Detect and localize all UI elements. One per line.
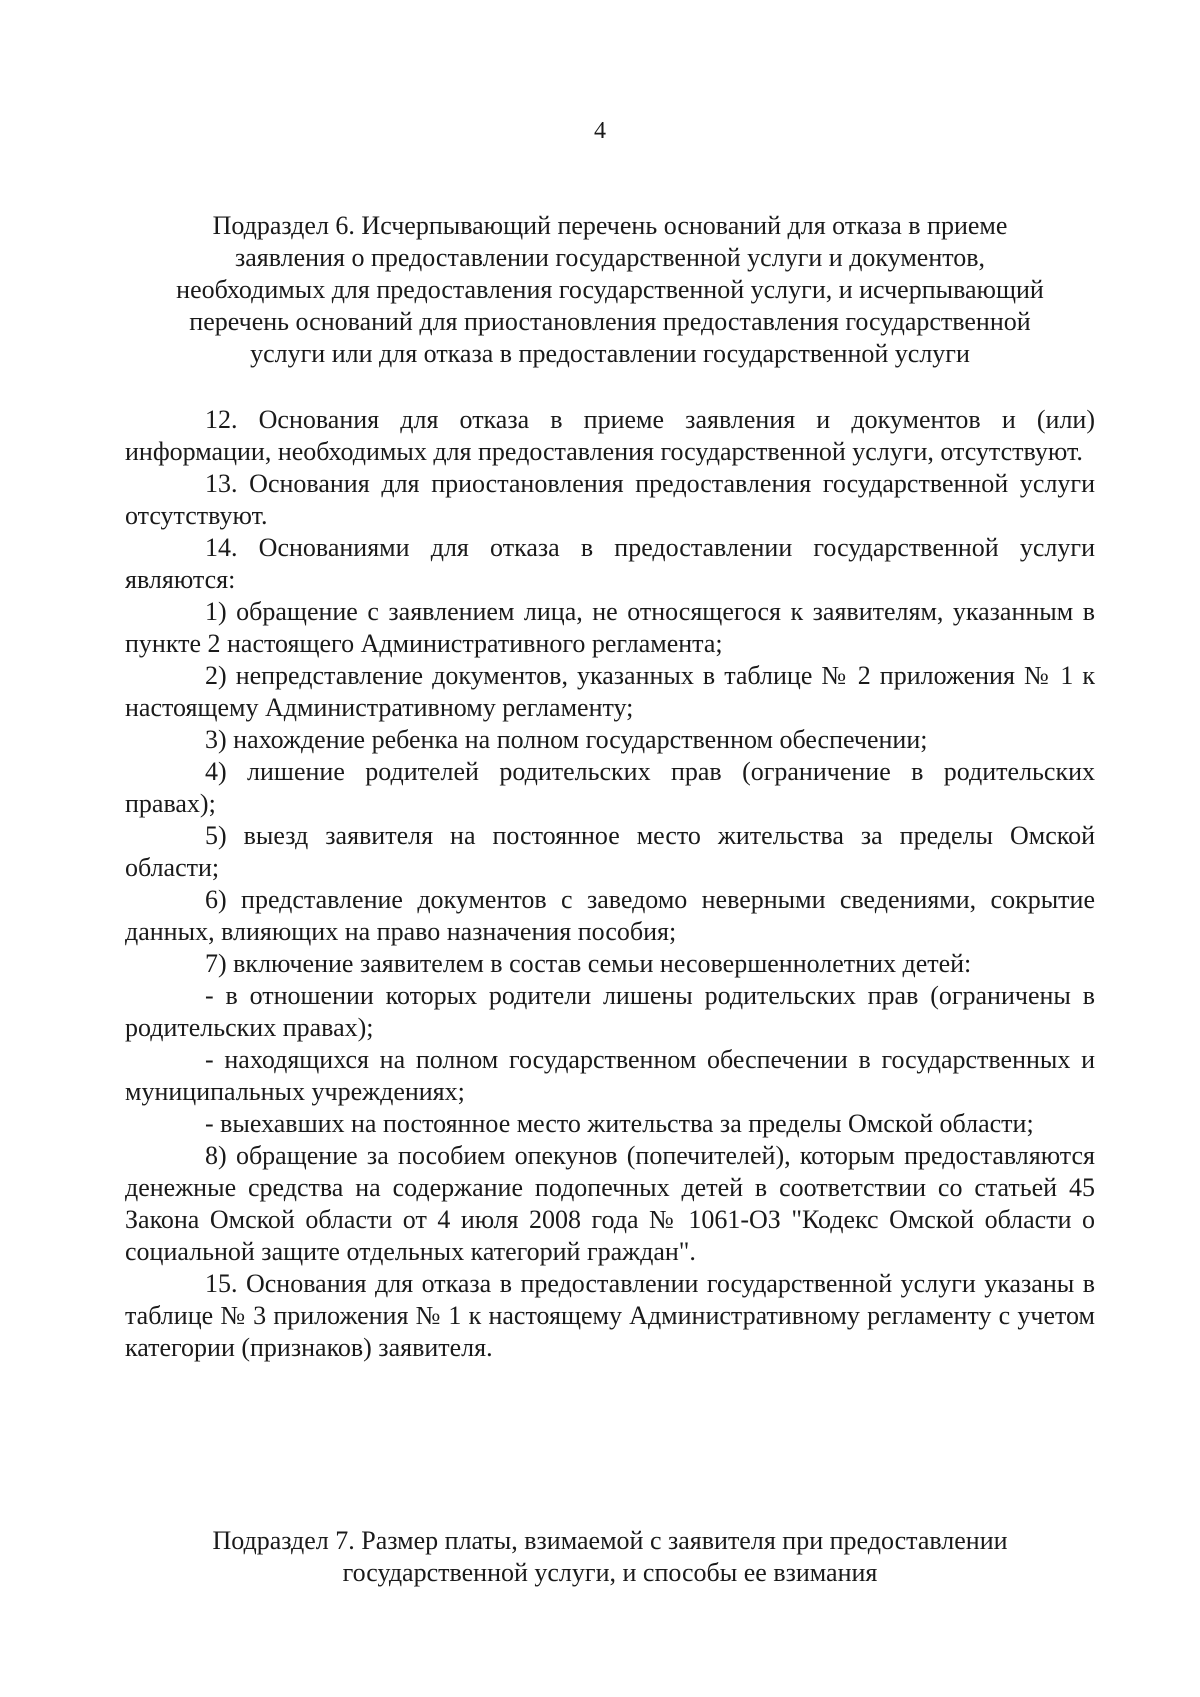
list-item-7: 7) включение заявителем в состав семьи несовершеннолетних детей: [205,949,972,978]
heading-line: Подраздел 6. Исчерпывающий перечень оснований для отказа в приеме [212,211,1008,240]
document-body [125,404,1095,1364]
list-item-5: 5) выезд заявителя на постоянное место жительства за пределы Омской области; [125,821,1095,882]
heading-line: услуги или для отказа в предоставлении государственной услуги [250,339,970,368]
paragraph-14: 14. Основаниями для отказа в предоставлении государственной услуги являются: [125,533,1095,594]
dash-item: - выехавших на постоянное место жительства за пределы Омской области; [205,1109,1034,1138]
list-item-1: 1) обращение с заявлением лица, не относящегося к заявителям, указанным в пункте 2 настоящего Административного регламента; [125,597,1095,658]
heading-line: заявления о предоставлении государственной услуги и документов, [234,243,986,272]
section-heading-7 [130,1525,1090,1589]
list-item-6: 6) представление документов с заведомо неверными сведениями, сокрытие данных, влияющих на право назначения пособия; [125,885,1095,946]
heading-line: необходимых для предоставления государственной услуги, и исчерпывающий [176,275,1044,304]
paragraph-12: 12. Основания для отказа в приеме заявления и документов и (или) информации, необходимых для предоставления государственной услуги, отсутствуют. [125,405,1095,466]
heading-line: перечень оснований для приостановления предоставления государственной [189,307,1031,336]
list-item-3: 3) нахождение ребенка на полном государственном обеспечении; [205,725,928,754]
paragraph-13: 13. Основания для приостановления предоставления государственной услуги отсутствуют. [125,469,1095,530]
dash-item: - в отношении которых родители лишены родительских прав (ограничены в родительских правах); [125,981,1095,1042]
heading-line: государственной услуги, и способы ее взимания [342,1558,878,1587]
heading-line: Подраздел 7. Размер платы, взимаемой с заявителя при предоставлении [212,1526,1008,1555]
page-number: 4 [594,118,606,144]
section-heading-6 [130,210,1090,370]
paragraph-15: 15. Основания для отказа в предоставлении государственной услуги указаны в таблице № 3 приложения № 1 к настоящему Административному регламенту с учетом категории (признаков) заявителя. [125,1269,1095,1362]
list-item-2: 2) непредставление документов, указанных в таблице № 2 приложения № 1 к настоящему Административному регламенту; [125,661,1095,722]
dash-item: - находящихся на полном государственном обеспечении в государственных и муниципальных учреждениях; [125,1045,1095,1106]
list-item-8: 8) обращение за пособием опекунов (попечителей), которым предоставляются денежные средства на содержание подопечных детей в соответствии со статьей 45 Закона Омской области от 4 июля 2008 года № 1061-ОЗ "Кодекс Омской области о социальной защите отдельных категорий граждан". [125,1141,1095,1266]
list-item-4: 4) лишение родителей родительских прав (ограничение в родительских правах); [125,757,1095,818]
